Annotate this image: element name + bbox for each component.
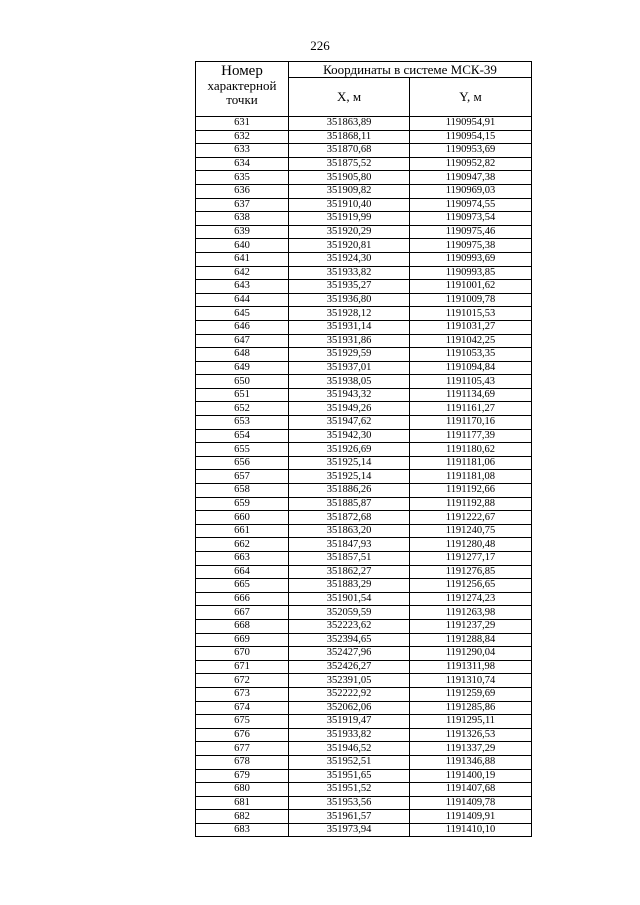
x-coordinate-cell: 352062,06 (289, 701, 410, 715)
x-coordinate-cell: 352426,27 (289, 660, 410, 674)
y-coordinate-cell: 1190993,69 (410, 252, 532, 266)
x-coordinate-cell: 351931,86 (289, 334, 410, 348)
table-row (196, 796, 532, 810)
point-number-header-subtitle: характерной точки (207, 78, 277, 107)
point-number-cell: 646 (196, 320, 289, 334)
table-row (196, 755, 532, 769)
point-number-cell: 633 (196, 144, 289, 158)
y-coordinate-cell: 1190954,15 (410, 130, 532, 144)
y-coordinate-cell: 1191311,98 (410, 660, 532, 674)
point-number-cell: 638 (196, 212, 289, 226)
x-coordinate-cell: 351952,51 (289, 755, 410, 769)
x-coordinate-cell: 351933,82 (289, 266, 410, 280)
point-number-header (196, 62, 289, 117)
x-coordinate-cell: 351947,62 (289, 416, 410, 430)
table-body (196, 117, 532, 837)
point-number-cell: 653 (196, 416, 289, 430)
point-number-cell: 657 (196, 470, 289, 484)
x-coordinate-cell: 351886,26 (289, 484, 410, 498)
y-coordinate-cell: 1191310,74 (410, 674, 532, 688)
point-number-cell: 640 (196, 239, 289, 253)
table-row (196, 429, 532, 443)
y-coordinate-cell: 1191042,25 (410, 334, 532, 348)
table-row (196, 280, 532, 294)
x-coordinate-cell: 351926,69 (289, 443, 410, 457)
point-number-cell: 681 (196, 796, 289, 810)
y-coordinate-cell: 1191409,78 (410, 796, 532, 810)
y-coordinate-cell: 1191346,88 (410, 755, 532, 769)
x-coordinate-cell: 351857,51 (289, 552, 410, 566)
x-coordinate-cell: 351937,01 (289, 361, 410, 375)
point-number-cell: 662 (196, 538, 289, 552)
point-number-cell: 645 (196, 307, 289, 321)
y-coordinate-cell: 1191031,27 (410, 320, 532, 334)
table-row (196, 552, 532, 566)
x-coordinate-cell: 351905,80 (289, 171, 410, 185)
y-coordinate-cell: 1191407,68 (410, 783, 532, 797)
y-coordinate-cell: 1191256,65 (410, 579, 532, 593)
point-number-cell: 668 (196, 619, 289, 633)
y-coordinate-cell: 1191276,85 (410, 565, 532, 579)
table-row (196, 687, 532, 701)
y-coordinate-cell: 1191192,88 (410, 497, 532, 511)
point-number-cell: 663 (196, 552, 289, 566)
y-coordinate-cell: 1191410,10 (410, 823, 532, 837)
point-number-cell: 677 (196, 742, 289, 756)
y-coordinate-cell: 1191180,62 (410, 443, 532, 457)
point-number-cell: 666 (196, 592, 289, 606)
table-row (196, 715, 532, 729)
table-row (196, 252, 532, 266)
point-number-cell: 667 (196, 606, 289, 620)
table-row (196, 348, 532, 362)
y-coordinate-cell: 1191337,29 (410, 742, 532, 756)
point-number-cell: 676 (196, 728, 289, 742)
y-coordinate-cell: 1191161,27 (410, 402, 532, 416)
y-coordinate-cell: 1191240,75 (410, 524, 532, 538)
table-row (196, 225, 532, 239)
table-row (196, 239, 532, 253)
x-coordinate-cell: 351872,68 (289, 511, 410, 525)
table-row (196, 592, 532, 606)
x-coordinate-cell: 352394,65 (289, 633, 410, 647)
point-number-cell: 669 (196, 633, 289, 647)
table-row (196, 198, 532, 212)
y-coordinate-cell: 1190947,38 (410, 171, 532, 185)
x-coordinate-cell: 352222,92 (289, 687, 410, 701)
y-coordinate-cell: 1190954,91 (410, 117, 532, 131)
x-coordinate-cell: 352427,96 (289, 647, 410, 661)
x-coordinate-cell: 351910,40 (289, 198, 410, 212)
point-number-cell: 634 (196, 157, 289, 171)
point-number-cell: 682 (196, 810, 289, 824)
point-number-cell: 661 (196, 524, 289, 538)
y-coordinate-cell: 1191400,19 (410, 769, 532, 783)
point-number-cell: 655 (196, 443, 289, 457)
x-coordinate-cell: 351928,12 (289, 307, 410, 321)
x-coordinate-cell: 351875,52 (289, 157, 410, 171)
x-coordinate-cell: 351919,47 (289, 715, 410, 729)
table-row (196, 320, 532, 334)
y-coordinate-cell: 1191295,11 (410, 715, 532, 729)
table-row (196, 456, 532, 470)
table-row (196, 117, 532, 131)
y-coordinate-cell: 1191326,53 (410, 728, 532, 742)
point-number-cell: 659 (196, 497, 289, 511)
point-number-cell: 672 (196, 674, 289, 688)
x-coordinate-cell: 351936,80 (289, 293, 410, 307)
x-coordinate-cell: 351863,89 (289, 117, 410, 131)
point-number-cell: 678 (196, 755, 289, 769)
y-coordinate-cell: 1191288,84 (410, 633, 532, 647)
point-number-cell: 636 (196, 184, 289, 198)
x-column-header: X, м (289, 78, 410, 117)
point-number-cell: 656 (196, 456, 289, 470)
x-coordinate-cell: 351935,27 (289, 280, 410, 294)
point-number-cell: 641 (196, 252, 289, 266)
header-row-1 (196, 62, 532, 78)
point-number-cell: 637 (196, 198, 289, 212)
x-coordinate-cell: 351901,54 (289, 592, 410, 606)
table-row (196, 388, 532, 402)
point-number-cell: 649 (196, 361, 289, 375)
table-row (196, 565, 532, 579)
table-row (196, 538, 532, 552)
x-coordinate-cell: 351943,32 (289, 388, 410, 402)
x-coordinate-cell: 351931,14 (289, 320, 410, 334)
point-number-cell: 647 (196, 334, 289, 348)
table-row (196, 769, 532, 783)
x-coordinate-cell: 351885,87 (289, 497, 410, 511)
table-row (196, 171, 532, 185)
x-coordinate-cell: 351925,14 (289, 470, 410, 484)
y-coordinate-cell: 1191181,06 (410, 456, 532, 470)
x-coordinate-cell: 351953,56 (289, 796, 410, 810)
y-coordinate-cell: 1191290,04 (410, 647, 532, 661)
point-number-cell: 643 (196, 280, 289, 294)
x-coordinate-cell: 351925,14 (289, 456, 410, 470)
point-number-cell: 673 (196, 687, 289, 701)
y-coordinate-cell: 1191053,35 (410, 348, 532, 362)
coordinate-system-header: Координаты в системе МСК-39 (289, 62, 532, 78)
table-row (196, 130, 532, 144)
table-row (196, 633, 532, 647)
y-coordinate-cell: 1191192,66 (410, 484, 532, 498)
x-coordinate-cell: 351933,82 (289, 728, 410, 742)
point-number-cell: 683 (196, 823, 289, 837)
y-coordinate-cell: 1191280,48 (410, 538, 532, 552)
y-coordinate-cell: 1191177,39 (410, 429, 532, 443)
x-coordinate-cell: 351973,94 (289, 823, 410, 837)
table-row (196, 674, 532, 688)
x-coordinate-cell: 351938,05 (289, 375, 410, 389)
table-row (196, 810, 532, 824)
point-number-cell: 671 (196, 660, 289, 674)
table-row (196, 497, 532, 511)
y-column-header: Y, м (410, 78, 532, 117)
x-coordinate-cell: 351883,29 (289, 579, 410, 593)
y-coordinate-cell: 1191237,29 (410, 619, 532, 633)
point-number-cell: 632 (196, 130, 289, 144)
y-coordinate-cell: 1191001,62 (410, 280, 532, 294)
y-coordinate-cell: 1190953,69 (410, 144, 532, 158)
table-row (196, 647, 532, 661)
x-coordinate-cell: 351929,59 (289, 348, 410, 362)
table-row (196, 511, 532, 525)
table-row (196, 783, 532, 797)
x-coordinate-cell: 351920,29 (289, 225, 410, 239)
x-coordinate-cell: 352223,62 (289, 619, 410, 633)
x-coordinate-cell: 351951,65 (289, 769, 410, 783)
table-row (196, 293, 532, 307)
y-coordinate-cell: 1191134,69 (410, 388, 532, 402)
y-coordinate-cell: 1190952,82 (410, 157, 532, 171)
table-row (196, 660, 532, 674)
point-number-cell: 648 (196, 348, 289, 362)
table-row (196, 728, 532, 742)
table-row (196, 443, 532, 457)
y-coordinate-cell: 1191409,91 (410, 810, 532, 824)
x-coordinate-cell: 351920,81 (289, 239, 410, 253)
y-coordinate-cell: 1190969,03 (410, 184, 532, 198)
y-coordinate-cell: 1191009,78 (410, 293, 532, 307)
x-coordinate-cell: 352059,59 (289, 606, 410, 620)
y-coordinate-cell: 1191105,43 (410, 375, 532, 389)
x-coordinate-cell: 352391,05 (289, 674, 410, 688)
table-row (196, 402, 532, 416)
table-row (196, 144, 532, 158)
table-row (196, 157, 532, 171)
y-coordinate-cell: 1191222,67 (410, 511, 532, 525)
y-coordinate-cell: 1191094,84 (410, 361, 532, 375)
x-coordinate-cell: 351924,30 (289, 252, 410, 266)
table-row (196, 416, 532, 430)
y-coordinate-cell: 1190975,38 (410, 239, 532, 253)
y-coordinate-cell: 1191285,86 (410, 701, 532, 715)
point-number-cell: 642 (196, 266, 289, 280)
y-coordinate-cell: 1190975,46 (410, 225, 532, 239)
coordinates-table (195, 61, 532, 837)
table-row (196, 701, 532, 715)
x-coordinate-cell: 351949,26 (289, 402, 410, 416)
point-number-cell: 635 (196, 171, 289, 185)
point-number-cell: 652 (196, 402, 289, 416)
point-number-cell: 674 (196, 701, 289, 715)
table-header (196, 62, 532, 117)
y-coordinate-cell: 1190973,54 (410, 212, 532, 226)
table-row (196, 334, 532, 348)
y-coordinate-cell: 1191170,16 (410, 416, 532, 430)
y-coordinate-cell: 1191277,17 (410, 552, 532, 566)
point-number-cell: 651 (196, 388, 289, 402)
x-coordinate-cell: 351919,99 (289, 212, 410, 226)
point-number-cell: 644 (196, 293, 289, 307)
table-row (196, 470, 532, 484)
point-number-cell: 670 (196, 647, 289, 661)
x-coordinate-cell: 351863,20 (289, 524, 410, 538)
x-coordinate-cell: 351942,30 (289, 429, 410, 443)
point-number-header-title: Номер (221, 63, 263, 79)
y-coordinate-cell: 1191263,98 (410, 606, 532, 620)
point-number-cell: 650 (196, 375, 289, 389)
x-coordinate-cell: 351862,27 (289, 565, 410, 579)
table-row (196, 307, 532, 321)
table-row (196, 266, 532, 280)
table-row (196, 484, 532, 498)
y-coordinate-cell: 1191015,53 (410, 307, 532, 321)
x-coordinate-cell: 351909,82 (289, 184, 410, 198)
y-coordinate-cell: 1191259,69 (410, 687, 532, 701)
point-number-cell: 680 (196, 783, 289, 797)
point-number-cell: 631 (196, 117, 289, 131)
table-row (196, 823, 532, 837)
x-coordinate-cell: 351847,93 (289, 538, 410, 552)
point-number-cell: 675 (196, 715, 289, 729)
x-coordinate-cell: 351946,52 (289, 742, 410, 756)
table-row (196, 606, 532, 620)
x-coordinate-cell: 351870,68 (289, 144, 410, 158)
x-coordinate-cell: 351961,57 (289, 810, 410, 824)
point-number-cell: 664 (196, 565, 289, 579)
y-coordinate-cell: 1191181,08 (410, 470, 532, 484)
point-number-cell: 639 (196, 225, 289, 239)
point-number-cell: 654 (196, 429, 289, 443)
x-coordinate-cell: 351868,11 (289, 130, 410, 144)
point-number-cell: 658 (196, 484, 289, 498)
y-coordinate-cell: 1190993,85 (410, 266, 532, 280)
table-row (196, 579, 532, 593)
table-row (196, 184, 532, 198)
table-row (196, 619, 532, 633)
point-number-cell: 660 (196, 511, 289, 525)
table-row (196, 375, 532, 389)
table-row (196, 361, 532, 375)
table-row (196, 742, 532, 756)
point-number-cell: 665 (196, 579, 289, 593)
y-coordinate-cell: 1191274,23 (410, 592, 532, 606)
x-coordinate-cell: 351951,52 (289, 783, 410, 797)
page-number: 226 (310, 38, 330, 53)
point-number-cell: 679 (196, 769, 289, 783)
table-row (196, 524, 532, 538)
table-row (196, 212, 532, 226)
y-coordinate-cell: 1190974,55 (410, 198, 532, 212)
